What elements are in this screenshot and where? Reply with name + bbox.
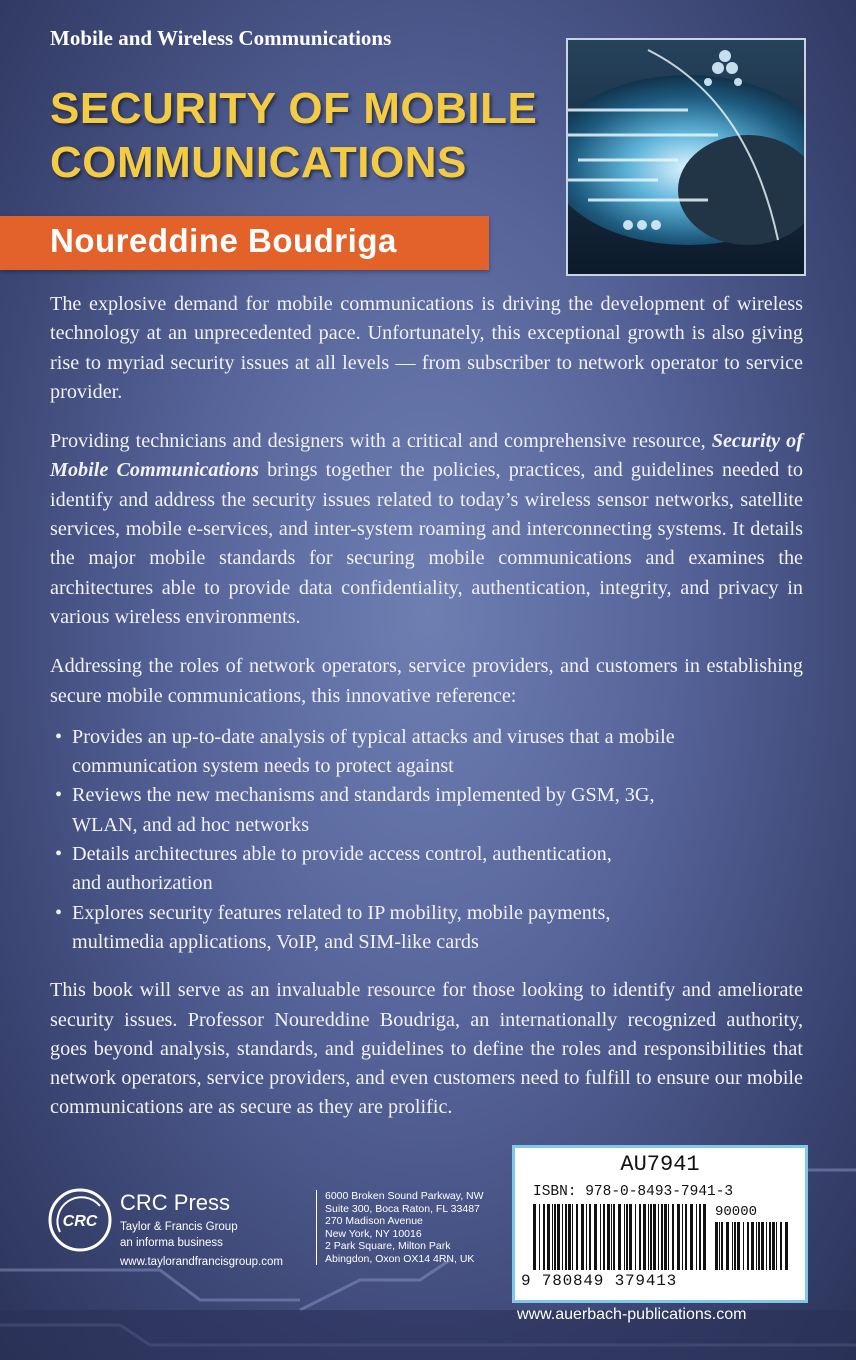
book-title <box>50 82 537 190</box>
barcode-bar <box>743 1222 744 1270</box>
publisher-group: Taylor & Francis Group <box>120 1221 238 1233</box>
paragraph-intro: The explosive demand for mobile communications is driving the development of wireless technology at an unprecedented pace. Unfortunately, this exceptional growth is also giving rise to myriad security issues at all levels — from subscriber to network operator to service provider. <box>50 293 803 403</box>
paragraph-resource <box>50 427 803 632</box>
barcode-bar <box>603 1204 605 1270</box>
barcode-bar <box>572 1204 573 1270</box>
paragraph-resource-title: Security of Mobile Communications <box>50 430 803 482</box>
list-item <box>55 723 803 782</box>
barcode-bar <box>719 1222 720 1270</box>
barcode-bar <box>611 1204 612 1270</box>
barcode-bar <box>685 1204 687 1270</box>
barcode-bar <box>600 1204 601 1270</box>
address-line: 270 Madison Avenue <box>325 1215 423 1227</box>
barcode-bar <box>543 1204 545 1270</box>
publisher-business: an informa business <box>120 1237 223 1249</box>
list-item <box>55 840 803 899</box>
feature-list <box>50 723 803 957</box>
barcode-bar <box>613 1204 615 1270</box>
barcode-bar <box>776 1222 777 1270</box>
list-item-line-2: and authorization <box>72 872 213 895</box>
barcode-bar <box>664 1204 667 1270</box>
barcode-bar <box>648 1204 649 1270</box>
barcode-bar <box>780 1222 782 1270</box>
list-item-line-1: Details architectures able to provide access control, authentication, <box>72 843 612 866</box>
barcode-bar <box>772 1222 775 1270</box>
publisher-name: CRC Press <box>120 1190 231 1215</box>
barcode-bar <box>643 1204 646 1270</box>
title-line-2: COMMUNICATIONS <box>50 138 467 187</box>
barcode-bar <box>594 1204 597 1270</box>
barcode-bar <box>650 1204 652 1270</box>
title-line-1: SECURITY OF MOBILE <box>50 84 538 133</box>
barcode-bar <box>747 1222 749 1270</box>
list-item-line-1: Provides an up-to-date analysis of typical attacks and viruses that a mobile <box>72 725 675 748</box>
barcode-bar <box>696 1204 697 1270</box>
barcode-bar <box>761 1222 764 1270</box>
list-item-line-1: Explores security features related to IP mobility, mobile payments, <box>72 901 611 924</box>
address-line: 2 Park Square, Milton Park <box>325 1240 451 1252</box>
bullet: • <box>55 725 63 748</box>
barcode-bar <box>690 1204 693 1270</box>
address-line: New York, NY 10016 <box>325 1227 422 1240</box>
list-item <box>55 781 803 840</box>
list-item-line-1: Reviews the new mechanisms and standards implemented by GSM, 3G, <box>72 784 655 807</box>
address-line: Suite 300, Boca Raton, FL 33487 <box>325 1202 480 1215</box>
barcode-bar <box>672 1204 674 1270</box>
barcode-bar <box>721 1222 723 1270</box>
barcode-bar <box>607 1204 610 1270</box>
barcode-bar <box>539 1204 540 1270</box>
barcode-bar <box>726 1222 729 1270</box>
barcode-bar <box>668 1204 669 1270</box>
barcode-bar <box>576 1204 578 1270</box>
barcode-bar <box>737 1222 740 1270</box>
product-code: AU7941 <box>620 1152 700 1177</box>
author-band <box>0 216 489 270</box>
barcode-bar <box>699 1204 701 1270</box>
cover-art-image <box>566 38 806 276</box>
barcode-panel <box>512 1145 808 1303</box>
barcode-bar <box>653 1204 656 1270</box>
list-item <box>55 899 803 958</box>
crc-logo-text: CRC <box>62 1213 98 1230</box>
barcode-bar <box>557 1204 560 1270</box>
author-name: Noureddine Boudriga <box>50 222 397 259</box>
barcode-bar <box>562 1204 563 1270</box>
barcode-bar <box>565 1204 567 1270</box>
bullet: • <box>55 843 63 866</box>
list-item-line-2: multimedia applications, VoIP, and SIM-like cards <box>72 930 479 953</box>
paragraph-closing: This book will serve as an invaluable resource for those looking to identify and ameliorate security issues. Professor Noureddine Boudriga, an internationally recognized authority, goes beyond analysis, standards, and guidelines to define the roles and responsibilities that network operators, service providers, and even customers need to fulfill to ensure our mobile communications are as secure as they are prolific. <box>50 979 803 1119</box>
barcode-bar <box>703 1204 706 1270</box>
barcode-bar <box>785 1222 788 1270</box>
barcode-bar <box>533 1204 536 1270</box>
bullet: • <box>55 901 63 924</box>
paragraph-addressing: Addressing the roles of network operators, service providers, and customers in establishing secure mobile communications, this innovative reference: <box>50 655 803 707</box>
barcode-bar <box>626 1204 628 1270</box>
barcode-bar <box>554 1204 556 1270</box>
barcode-bar <box>758 1222 760 1270</box>
price-code: 90000 <box>715 1204 758 1220</box>
barcode-digits: 9 780849 379413 <box>521 1272 678 1290</box>
isbn-text: ISBN: 978-0-8493-7941-3 <box>533 1184 734 1200</box>
series-name: Mobile and Wireless Communications <box>50 26 392 50</box>
barcode-bar <box>547 1204 550 1270</box>
address-line: 6000 Broken Sound Parkway, NW <box>325 1190 484 1202</box>
barcode-bar <box>677 1204 680 1270</box>
barcode-bar <box>552 1204 553 1270</box>
barcode-bar <box>682 1204 683 1270</box>
barcode-bar <box>732 1222 733 1270</box>
list-item-line-2: communication system needs to protect against <box>72 755 454 778</box>
barcode-bar <box>629 1204 632 1270</box>
barcode-bar <box>769 1222 771 1270</box>
barcode-bar <box>639 1204 641 1270</box>
barcode-bar <box>618 1204 621 1270</box>
barcode-bar <box>589 1204 591 1270</box>
publisher-url[interactable]: www.taylorandfrancisgroup.com <box>120 1256 283 1268</box>
barcode-bar <box>568 1204 571 1270</box>
barcode-bar <box>751 1222 754 1270</box>
barcode-bar <box>661 1204 663 1270</box>
isbn-barcode <box>533 1204 708 1270</box>
price-barcode <box>715 1222 790 1270</box>
publisher-website[interactable]: www.auerbach-publications.com <box>517 1306 747 1323</box>
barcode-bar <box>756 1222 757 1270</box>
crc-logo-icon <box>48 1188 112 1252</box>
paragraph-resource-lead: Providing technicians and designers with a critical and comprehensive resource, <box>50 430 706 453</box>
barcode-bar <box>766 1222 767 1270</box>
back-cover-copy <box>50 290 803 1143</box>
barcode-bar <box>624 1204 625 1270</box>
barcode-bar <box>581 1204 584 1270</box>
bullet: • <box>55 784 63 807</box>
tech-eye-illustration <box>568 40 804 274</box>
address-line: Abingdon, Oxon OX14 4RN, UK <box>325 1252 475 1265</box>
paragraph-resource-rest: brings together the policies, practices, and guidelines needed to identify and address the security issues related to today’s wireless sensor networks, satellite services, mobile e-services, and inter-system roaming and interconnecting systems. It details the major mobile standards for securing mobile communications and examines the architectures able to provide data confidentiality, authentication, integrity, and privacy in various wireless environments. <box>50 459 803 628</box>
publisher-addresses <box>316 1190 520 1265</box>
barcode-bar <box>635 1204 636 1270</box>
barcode-bar <box>586 1204 587 1270</box>
barcode-bar <box>734 1222 736 1270</box>
list-item-line-2: WLAN, and ad hoc networks <box>72 813 310 836</box>
barcode-bar <box>715 1222 718 1270</box>
barcode-bar <box>658 1204 659 1270</box>
